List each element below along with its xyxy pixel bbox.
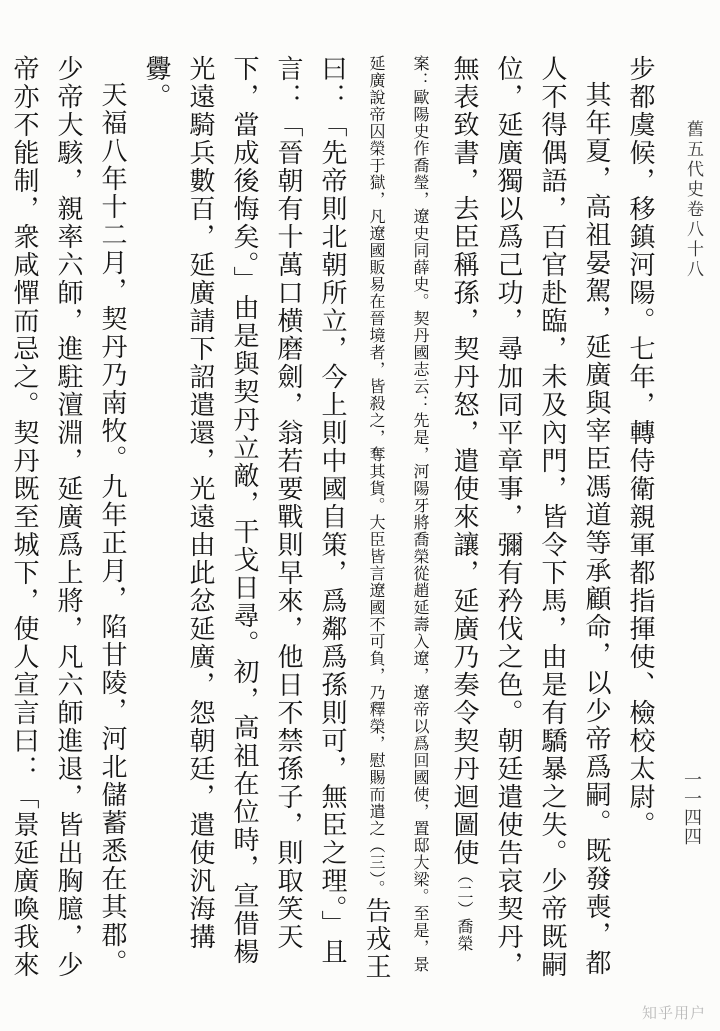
paragraph-3-text: 天福八年十二月，契丹乃南牧。九年正月，陷甘陵，河北儲蓄悉在其郡。少帝大駭，親率六師，進駐澶淵，延廣爲上將，凡六師進退，皆出胸臆，少帝亦不能制，衆咸憚而忌之。契丹既至城下，使人宣言曰：「景延廣喚我來	[9, 55, 127, 979]
annotation-note-1: （二）喬榮案：歐陽史作喬瑩，遼史同薛史。契丹國志云：先是，河陽牙將喬榮從趙延壽入遼，遼帝以爲回國使，置邸大梁。至是，景延廣說帝囚榮于獄，凡遼國販易在晉境者，皆殺之，奪其貨。大臣皆言遼國不可負，乃釋榮，慰賜而遣之（三）。	[367, 55, 474, 973]
watermark: 知乎用户	[641, 1004, 706, 1022]
paragraph-3	[0, 55, 134, 985]
paragraph-1: 步都虞候，移鎮河陽。七年，轉侍衛親軍都指揮使、檢校太尉。	[625, 55, 655, 839]
running-header: 舊五代史卷八十八	[683, 120, 703, 280]
paragraph-2-continued: 告戎王曰：「先帝則北朝所立，今上則中國自策，爲鄰爲孫則可，無臣之理。」且言：「晉朝有十萬口横磨劍，翁若要戰則早來，他日不禁孫子，則取笑天下，當成後悔矣。」由是與契丹立敵，干戈日尋。初，高祖在位時，宣借楊光遠騎兵數百，延廣請下詔遣還，光遠由此忿延廣，怨朝廷，遣使汎海搆釁。	[141, 55, 391, 981]
paragraph-2-text: 其年夏，高祖晏駕，延廣與宰臣馮道等承顧命，以少帝爲嗣。既發喪，都人不得偶語，百官赴臨，未及內門，皆令下馬，由是有驕暴之失。少帝既嗣位，延廣獨以爲己功，尋加同平章事，彌有矜伐之色。朝廷遣使告哀契丹，無表致書，去臣稱孫，契丹怒，遣使來讓，延廣乃奏令契丹迴圖使	[449, 55, 611, 979]
main-text	[9, 55, 662, 985]
page-number: 一一四四	[681, 770, 702, 846]
paragraph-2	[134, 55, 618, 985]
